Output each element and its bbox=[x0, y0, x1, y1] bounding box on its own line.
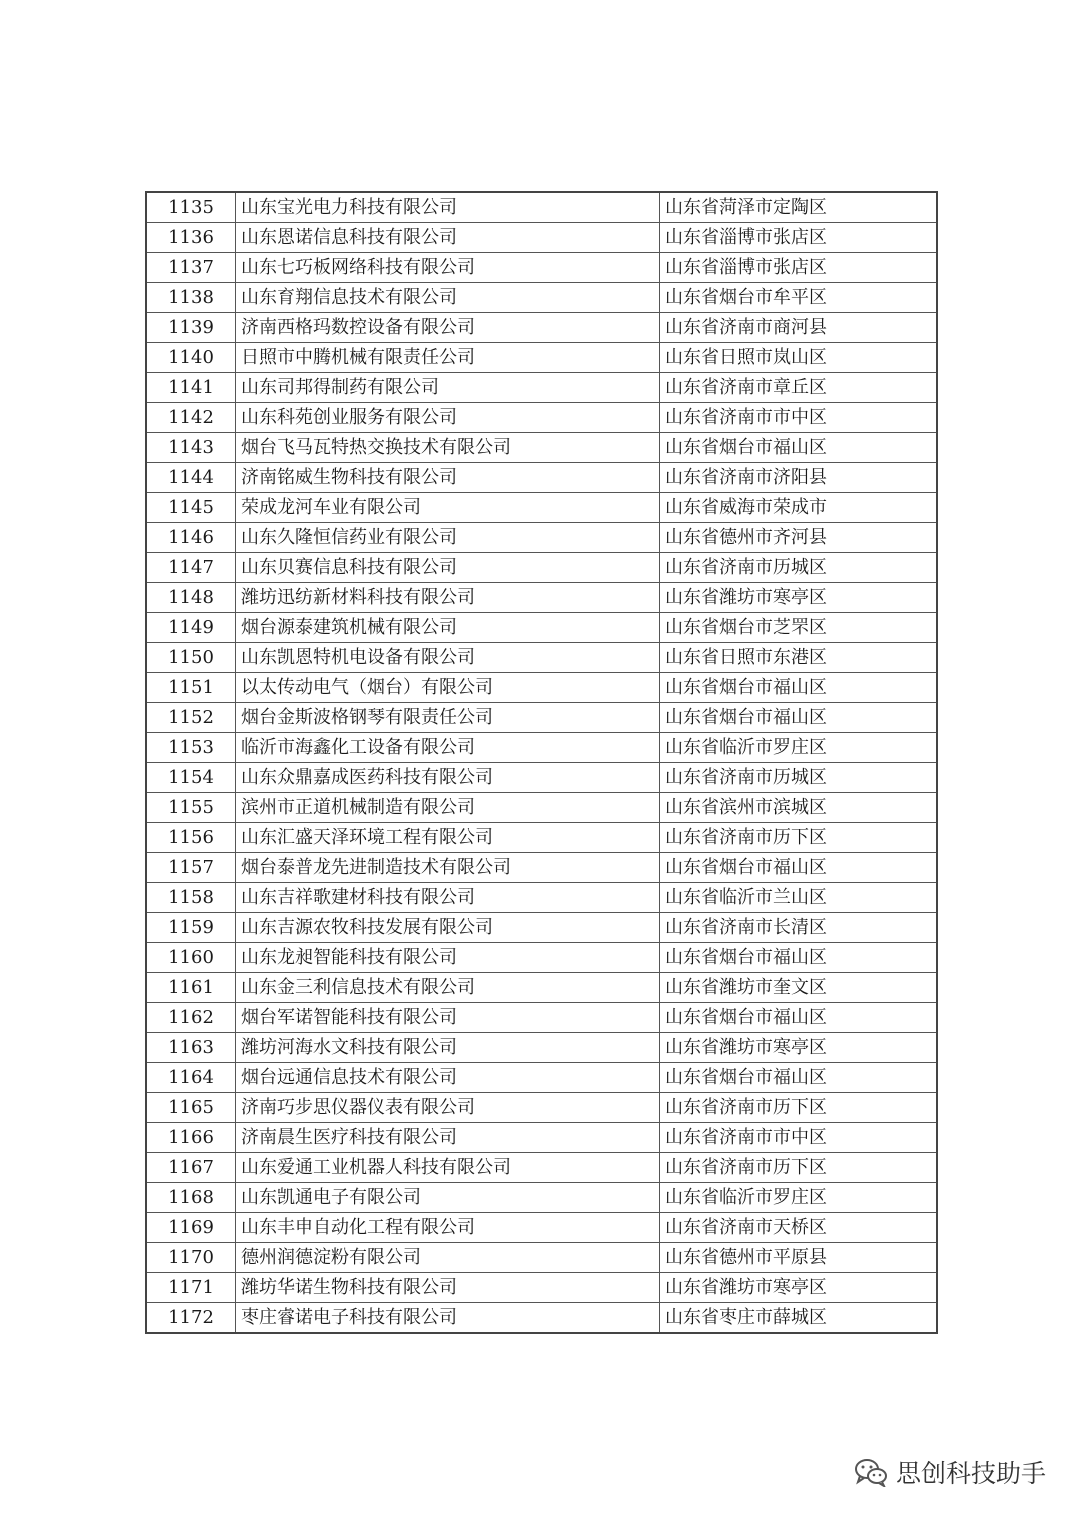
company-name-cell: 山东司邦得制药有限公司 bbox=[236, 373, 660, 403]
row-number-cell: 1164 bbox=[146, 1063, 236, 1093]
row-number-cell: 1169 bbox=[146, 1213, 236, 1243]
location-cell: 山东省菏泽市定陶区 bbox=[660, 192, 938, 223]
table-row bbox=[146, 223, 937, 253]
company-name-cell: 烟台金斯波格钢琴有限责任公司 bbox=[236, 703, 660, 733]
location-cell: 山东省济南市历下区 bbox=[660, 1093, 938, 1123]
location-cell: 山东省烟台市福山区 bbox=[660, 673, 938, 703]
company-name-cell: 烟台飞马瓦特热交换技术有限公司 bbox=[236, 433, 660, 463]
company-name-cell: 山东吉源农牧科技发展有限公司 bbox=[236, 913, 660, 943]
table-row bbox=[146, 1213, 937, 1243]
table-row bbox=[146, 943, 937, 973]
table-row bbox=[146, 703, 937, 733]
location-cell: 山东省烟台市福山区 bbox=[660, 1063, 938, 1093]
row-number-cell: 1144 bbox=[146, 463, 236, 493]
table-row bbox=[146, 313, 937, 343]
company-name-cell: 烟台泰普龙先进制造技术有限公司 bbox=[236, 853, 660, 883]
table-row bbox=[146, 373, 937, 403]
location-cell: 山东省德州市平原县 bbox=[660, 1243, 938, 1273]
company-name-cell: 山东爱通工业机器人科技有限公司 bbox=[236, 1153, 660, 1183]
table-row bbox=[146, 1243, 937, 1273]
location-cell: 山东省济南市天桥区 bbox=[660, 1213, 938, 1243]
row-number-cell: 1157 bbox=[146, 853, 236, 883]
location-cell: 山东省烟台市福山区 bbox=[660, 1003, 938, 1033]
location-cell: 山东省潍坊市寒亭区 bbox=[660, 583, 938, 613]
wechat-icon bbox=[854, 1457, 888, 1487]
location-cell: 山东省潍坊市寒亭区 bbox=[660, 1033, 938, 1063]
location-cell: 山东省济南市市中区 bbox=[660, 1123, 938, 1153]
company-name-cell: 山东众鼎嘉成医药科技有限公司 bbox=[236, 763, 660, 793]
row-number-cell: 1135 bbox=[146, 192, 236, 223]
row-number-cell: 1141 bbox=[146, 373, 236, 403]
company-name-cell: 山东恩诺信息科技有限公司 bbox=[236, 223, 660, 253]
company-name-cell: 山东贝赛信息科技有限公司 bbox=[236, 553, 660, 583]
company-name-cell: 滨州市正道机械制造有限公司 bbox=[236, 793, 660, 823]
location-cell: 山东省济南市历下区 bbox=[660, 823, 938, 853]
table-row bbox=[146, 1003, 937, 1033]
table-row bbox=[146, 883, 937, 913]
row-number-cell: 1171 bbox=[146, 1273, 236, 1303]
company-name-cell: 济南晨生医疗科技有限公司 bbox=[236, 1123, 660, 1153]
table-row bbox=[146, 493, 937, 523]
table-row bbox=[146, 913, 937, 943]
company-name-cell: 山东宝光电力科技有限公司 bbox=[236, 192, 660, 223]
location-cell: 山东省枣庄市薛城区 bbox=[660, 1303, 938, 1334]
location-cell: 山东省威海市荣成市 bbox=[660, 493, 938, 523]
company-name-cell: 潍坊河海水文科技有限公司 bbox=[236, 1033, 660, 1063]
row-number-cell: 1143 bbox=[146, 433, 236, 463]
row-number-cell: 1163 bbox=[146, 1033, 236, 1063]
company-name-cell: 济南铭威生物科技有限公司 bbox=[236, 463, 660, 493]
row-number-cell: 1166 bbox=[146, 1123, 236, 1153]
company-name-cell: 荣成龙河车业有限公司 bbox=[236, 493, 660, 523]
company-name-cell: 以太传动电气（烟台）有限公司 bbox=[236, 673, 660, 703]
location-cell: 山东省济南市历城区 bbox=[660, 763, 938, 793]
company-name-cell: 山东凯恩特机电设备有限公司 bbox=[236, 643, 660, 673]
table-row bbox=[146, 433, 937, 463]
location-cell: 山东省济南市历下区 bbox=[660, 1153, 938, 1183]
row-number-cell: 1142 bbox=[146, 403, 236, 433]
location-cell: 山东省济南市章丘区 bbox=[660, 373, 938, 403]
location-cell: 山东省临沂市兰山区 bbox=[660, 883, 938, 913]
company-name-cell: 山东久隆恒信药业有限公司 bbox=[236, 523, 660, 553]
table-row bbox=[146, 283, 937, 313]
table-row bbox=[146, 613, 937, 643]
company-name-cell: 临沂市海鑫化工设备有限公司 bbox=[236, 733, 660, 763]
company-name-cell: 济南巧步思仪器仪表有限公司 bbox=[236, 1093, 660, 1123]
table-row bbox=[146, 403, 937, 433]
location-cell: 山东省烟台市福山区 bbox=[660, 703, 938, 733]
location-cell: 山东省烟台市福山区 bbox=[660, 943, 938, 973]
table-row bbox=[146, 643, 937, 673]
company-name-cell: 烟台远通信息技术有限公司 bbox=[236, 1063, 660, 1093]
table-row bbox=[146, 1273, 937, 1303]
company-name-cell: 济南西格玛数控设备有限公司 bbox=[236, 313, 660, 343]
row-number-cell: 1150 bbox=[146, 643, 236, 673]
watermark-text: 思创科技助手 bbox=[895, 1459, 1046, 1488]
row-number-cell: 1156 bbox=[146, 823, 236, 853]
table-row bbox=[146, 1303, 937, 1334]
company-name-cell: 潍坊迅纺新材料科技有限公司 bbox=[236, 583, 660, 613]
company-name-cell: 山东科苑创业服务有限公司 bbox=[236, 403, 660, 433]
company-name-cell: 日照市中腾机械有限责任公司 bbox=[236, 343, 660, 373]
row-number-cell: 1172 bbox=[146, 1303, 236, 1334]
location-cell: 山东省临沂市罗庄区 bbox=[660, 733, 938, 763]
location-cell: 山东省烟台市芝罘区 bbox=[660, 613, 938, 643]
table-row bbox=[146, 463, 937, 493]
table-body bbox=[146, 192, 937, 1333]
company-name-cell: 山东龙昶智能科技有限公司 bbox=[236, 943, 660, 973]
row-number-cell: 1159 bbox=[146, 913, 236, 943]
row-number-cell: 1145 bbox=[146, 493, 236, 523]
location-cell: 山东省滨州市滨城区 bbox=[660, 793, 938, 823]
row-number-cell: 1140 bbox=[146, 343, 236, 373]
row-number-cell: 1161 bbox=[146, 973, 236, 1003]
watermark bbox=[854, 1454, 1046, 1490]
location-cell: 山东省济南市济阳县 bbox=[660, 463, 938, 493]
location-cell: 山东省淄博市张店区 bbox=[660, 253, 938, 283]
row-number-cell: 1151 bbox=[146, 673, 236, 703]
company-name-cell: 山东金三利信息技术有限公司 bbox=[236, 973, 660, 1003]
row-number-cell: 1148 bbox=[146, 583, 236, 613]
row-number-cell: 1136 bbox=[146, 223, 236, 253]
table-row bbox=[146, 1183, 937, 1213]
company-name-cell: 烟台军诺智能科技有限公司 bbox=[236, 1003, 660, 1033]
row-number-cell: 1152 bbox=[146, 703, 236, 733]
row-number-cell: 1155 bbox=[146, 793, 236, 823]
company-name-cell: 山东凯通电子有限公司 bbox=[236, 1183, 660, 1213]
table-row bbox=[146, 1063, 937, 1093]
location-cell: 山东省烟台市福山区 bbox=[660, 433, 938, 463]
row-number-cell: 1162 bbox=[146, 1003, 236, 1033]
location-cell: 山东省淄博市张店区 bbox=[660, 223, 938, 253]
location-cell: 山东省日照市岚山区 bbox=[660, 343, 938, 373]
table-row bbox=[146, 823, 937, 853]
table-row bbox=[146, 343, 937, 373]
row-number-cell: 1147 bbox=[146, 553, 236, 583]
table-row bbox=[146, 523, 937, 553]
table-row bbox=[146, 973, 937, 1003]
company-name-cell: 山东吉祥歌建材科技有限公司 bbox=[236, 883, 660, 913]
company-name-cell: 山东丰申自动化工程有限公司 bbox=[236, 1213, 660, 1243]
location-cell: 山东省德州市齐河县 bbox=[660, 523, 938, 553]
location-cell: 山东省济南市商河县 bbox=[660, 313, 938, 343]
table-row bbox=[146, 253, 937, 283]
location-cell: 山东省济南市长清区 bbox=[660, 913, 938, 943]
table-row bbox=[146, 583, 937, 613]
location-cell: 山东省济南市市中区 bbox=[660, 403, 938, 433]
row-number-cell: 1154 bbox=[146, 763, 236, 793]
table-row bbox=[146, 1093, 937, 1123]
row-number-cell: 1137 bbox=[146, 253, 236, 283]
row-number-cell: 1168 bbox=[146, 1183, 236, 1213]
company-name-cell: 山东七巧板网络科技有限公司 bbox=[236, 253, 660, 283]
table-row bbox=[146, 1033, 937, 1063]
table-row bbox=[146, 733, 937, 763]
location-cell: 山东省潍坊市寒亭区 bbox=[660, 1273, 938, 1303]
company-name-cell: 枣庄睿诺电子科技有限公司 bbox=[236, 1303, 660, 1334]
row-number-cell: 1158 bbox=[146, 883, 236, 913]
row-number-cell: 1153 bbox=[146, 733, 236, 763]
location-cell: 山东省烟台市牟平区 bbox=[660, 283, 938, 313]
location-cell: 山东省潍坊市奎文区 bbox=[660, 973, 938, 1003]
location-cell: 山东省临沂市罗庄区 bbox=[660, 1183, 938, 1213]
table-row bbox=[146, 763, 937, 793]
company-name-cell: 烟台源泰建筑机械有限公司 bbox=[236, 613, 660, 643]
row-number-cell: 1139 bbox=[146, 313, 236, 343]
row-number-cell: 1146 bbox=[146, 523, 236, 553]
company-name-cell: 德州润德淀粉有限公司 bbox=[236, 1243, 660, 1273]
table-row bbox=[146, 553, 937, 583]
location-cell: 山东省济南市历城区 bbox=[660, 553, 938, 583]
table-row bbox=[146, 1123, 937, 1153]
row-number-cell: 1160 bbox=[146, 943, 236, 973]
row-number-cell: 1138 bbox=[146, 283, 236, 313]
row-number-cell: 1167 bbox=[146, 1153, 236, 1183]
company-name-cell: 山东汇盛天泽环境工程有限公司 bbox=[236, 823, 660, 853]
table-row bbox=[146, 192, 937, 223]
company-name-cell: 山东育翔信息技术有限公司 bbox=[236, 283, 660, 313]
location-cell: 山东省烟台市福山区 bbox=[660, 853, 938, 883]
table-row bbox=[146, 673, 937, 703]
table-row bbox=[146, 1153, 937, 1183]
location-cell: 山东省日照市东港区 bbox=[660, 643, 938, 673]
company-list-table bbox=[145, 191, 938, 1334]
row-number-cell: 1149 bbox=[146, 613, 236, 643]
row-number-cell: 1165 bbox=[146, 1093, 236, 1123]
table-row bbox=[146, 853, 937, 883]
row-number-cell: 1170 bbox=[146, 1243, 236, 1273]
company-name-cell: 潍坊华诺生物科技有限公司 bbox=[236, 1273, 660, 1303]
table-row bbox=[146, 793, 937, 823]
